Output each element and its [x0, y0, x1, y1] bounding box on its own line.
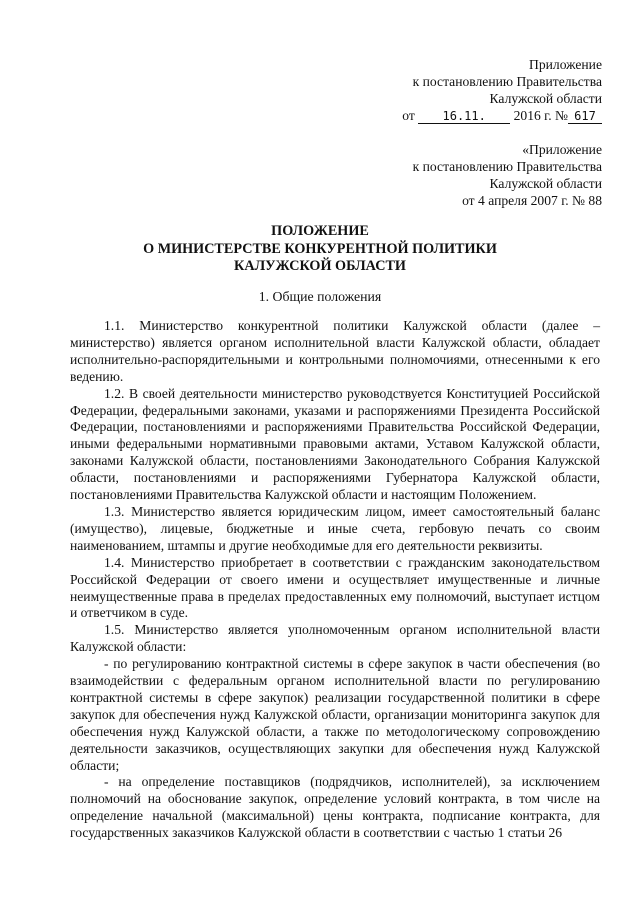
previous-attachment-line-3: Калужской области [489, 176, 602, 191]
document-title [0, 223, 640, 276]
previous-attachment-line-1: «Приложение [522, 142, 602, 157]
paragraph: 1.5. Министерство является уполномоченным органом исполнительной власти Калужской области: [70, 622, 600, 655]
paragraph: - на определение поставщиков (подрядчиков, исполнителей), за исключением полномочий на обоснование закупок, определение условий контракта, в том числе на определение начальной (максимальной) цены контракта, подписание контракта, для государственных заказчиков Калужской области в соответствии с частью 1 статьи 26 [70, 774, 600, 841]
handwritten-number: 617 [568, 109, 602, 124]
paragraph: 1.3. Министерство является юридическим лицом, имеет самостоятельный баланс (имущество), лицевые, бюджетные и иные счета, гербовую печать со своим наименованием, штампы и другие необходимые для его деятельности реквизиты. [70, 503, 600, 553]
previous-attachment-line-4: от 4 апреля 2007 г. № 88 [462, 193, 602, 208]
title-line-3: КАЛУЖСКОЙ ОБЛАСТИ [234, 258, 406, 274]
year-text: 2016 г. № [513, 108, 568, 123]
attachment-date-line [402, 107, 602, 124]
previous-attachment-header [413, 141, 602, 209]
title-line-1: ПОЛОЖЕНИЕ [271, 223, 369, 239]
attachment-line-1: Приложение [529, 57, 602, 72]
attachment-line-2: к постановлению Правительства [412, 74, 602, 89]
paragraph: 1.1. Министерство конкурентной политики Калужской области (далее – министерство) является органом исполнительной власти Калужской области, обладает исполнительно-распорядительными и контрольными полномочиями, отнесенными к его ведению. [70, 318, 600, 384]
paragraph: - по регулированию контрактной системы в сфере закупок в части обеспечения (во взаимодействии с федеральным органом исполнительной власти по регулированию контрактной системы в сфере закупок) реализации государственной политики в сфере закупок для обеспечения нужд Калужской области, организации мониторинга закупок для обеспечения нужд Калужской области, а также по методологическому сопровождению деятельности заказчиков, осуществляющих закупки для обеспечения нужд Калужской области; [70, 656, 600, 773]
handwritten-date: 16.11. [418, 109, 510, 124]
paragraph: 1.2. В своей деятельности министерство руководствуется Конституцией Российской Федерации, федеральными законами, указами и распоряжениями Президента Российской Федерации, постановлениями и распоряжениями Правительства Российской Федерации, иными федеральными нормативными правовыми актами, Уставом Калужской области, законами Калужской области, постановлениями Законодательного Собрания Калужской области, постановлениями и распоряжениями Губернатора Калужской области, постановлениями Правительства Калужской области и настоящим Положением. [70, 385, 600, 503]
date-prefix: от [402, 108, 415, 123]
title-line-2: О МИНИСТЕРСТВЕ КОНКУРЕНТНОЙ ПОЛИТИКИ [143, 240, 497, 257]
previous-attachment-line-2: к постановлению Правительства [412, 159, 602, 174]
attachment-line-3: Калужской области [489, 91, 602, 106]
section-heading: 1. Общие положения [258, 289, 382, 304]
attachment-header [402, 56, 602, 124]
document-body [70, 318, 600, 842]
paragraph: 1.4. Министерство приобретает в соответствии с гражданским законодательством Российской Федерации от своего имени и осуществляет имущественные и личные неимущественные права в пределах предоставленных ему полномочий, выступает истцом и ответчиком в суде. [70, 554, 600, 621]
